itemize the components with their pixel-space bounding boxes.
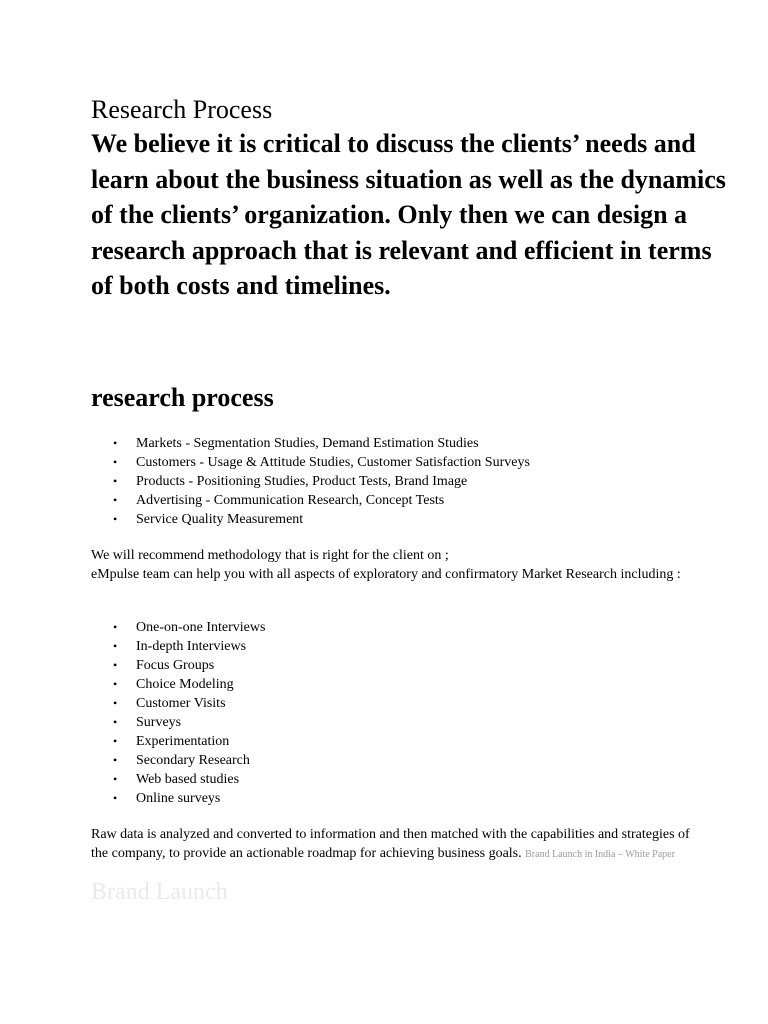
list-item-text: Customer Visits — [136, 696, 226, 711]
document-content — [91, 94, 731, 905]
list-item-text: Customers - Usage & Attitude Studies, Customer Satisfaction Surveys — [136, 455, 530, 470]
list-item-text: Surveys — [136, 715, 182, 730]
research-areas-list — [91, 434, 530, 529]
list-item-text: Web based studies — [136, 772, 240, 787]
bullet-icon: • — [113, 512, 118, 526]
closing-text: Raw data is analyzed and converted to information and then matched with the capabilities and strategies of the company, to provide an actionable roadmap for achieving business goals. — [91, 827, 690, 861]
bullet-icon: • — [113, 715, 118, 729]
list-item — [91, 618, 265, 637]
bullet-icon: • — [113, 436, 118, 450]
list-item — [91, 472, 530, 491]
methodology-paragraph — [91, 546, 691, 584]
list-item — [91, 434, 530, 453]
faded-heading: Brand Launch — [91, 879, 228, 905]
list-item-text: Products - Positioning Studies, Product Tests, Brand Image — [136, 474, 468, 489]
list-item — [91, 770, 265, 789]
bullet-icon: • — [113, 455, 118, 469]
list-item — [91, 732, 265, 751]
list-item — [91, 789, 265, 808]
bullet-icon: • — [113, 753, 118, 767]
bullet-icon: • — [113, 734, 118, 748]
page-title: Research Process — [91, 95, 273, 124]
capabilities-line: eMpulse team can help you with all aspects of exploratory and confirmatory Market Research including : — [91, 567, 681, 582]
list-item — [91, 751, 265, 770]
bullet-icon: • — [113, 493, 118, 507]
intro-paragraph: We believe it is critical to discuss the clients’ needs and learn about the business situation as well as the dynamics of the clients’ organization. Only then we can design a research approach that is relevant and efficient in terms of both costs and timelines. — [91, 129, 726, 300]
bullet-icon: • — [113, 658, 118, 672]
list-item-text: Secondary Research — [136, 753, 250, 768]
bullet-icon: • — [113, 696, 118, 710]
list-item-text: Advertising - Communication Research, Concept Tests — [136, 493, 445, 508]
bullet-icon: • — [113, 791, 118, 805]
section-heading: research process — [91, 383, 274, 412]
bullet-icon: • — [113, 620, 118, 634]
list-item-text: In-depth Interviews — [136, 639, 247, 654]
list-item — [91, 510, 530, 529]
list-item-text: Markets - Segmentation Studies, Demand Estimation Studies — [136, 436, 479, 451]
list-item-text: Experimentation — [136, 734, 230, 749]
bullet-icon: • — [113, 772, 118, 786]
closing-paragraph — [91, 825, 691, 864]
list-item-text: Choice Modeling — [136, 677, 234, 692]
methods-list — [91, 618, 265, 808]
list-item — [91, 656, 265, 675]
bullet-icon: • — [113, 639, 118, 653]
bullet-icon: • — [113, 474, 118, 488]
list-item — [91, 675, 265, 694]
list-item — [91, 491, 530, 510]
list-item-text: Online surveys — [136, 791, 221, 806]
list-item-text: Service Quality Measurement — [136, 512, 304, 527]
methodology-line: We will recommend methodology that is right for the client on ; — [91, 548, 449, 563]
bullet-icon: • — [113, 677, 118, 691]
white-paper-link[interactable]: Brand Launch in India – White Paper — [525, 849, 675, 860]
list-item-text: Focus Groups — [136, 658, 215, 673]
list-item — [91, 453, 530, 472]
list-item-text: One-on-one Interviews — [136, 620, 266, 635]
list-item — [91, 637, 265, 656]
list-item — [91, 694, 265, 713]
list-item — [91, 713, 265, 732]
